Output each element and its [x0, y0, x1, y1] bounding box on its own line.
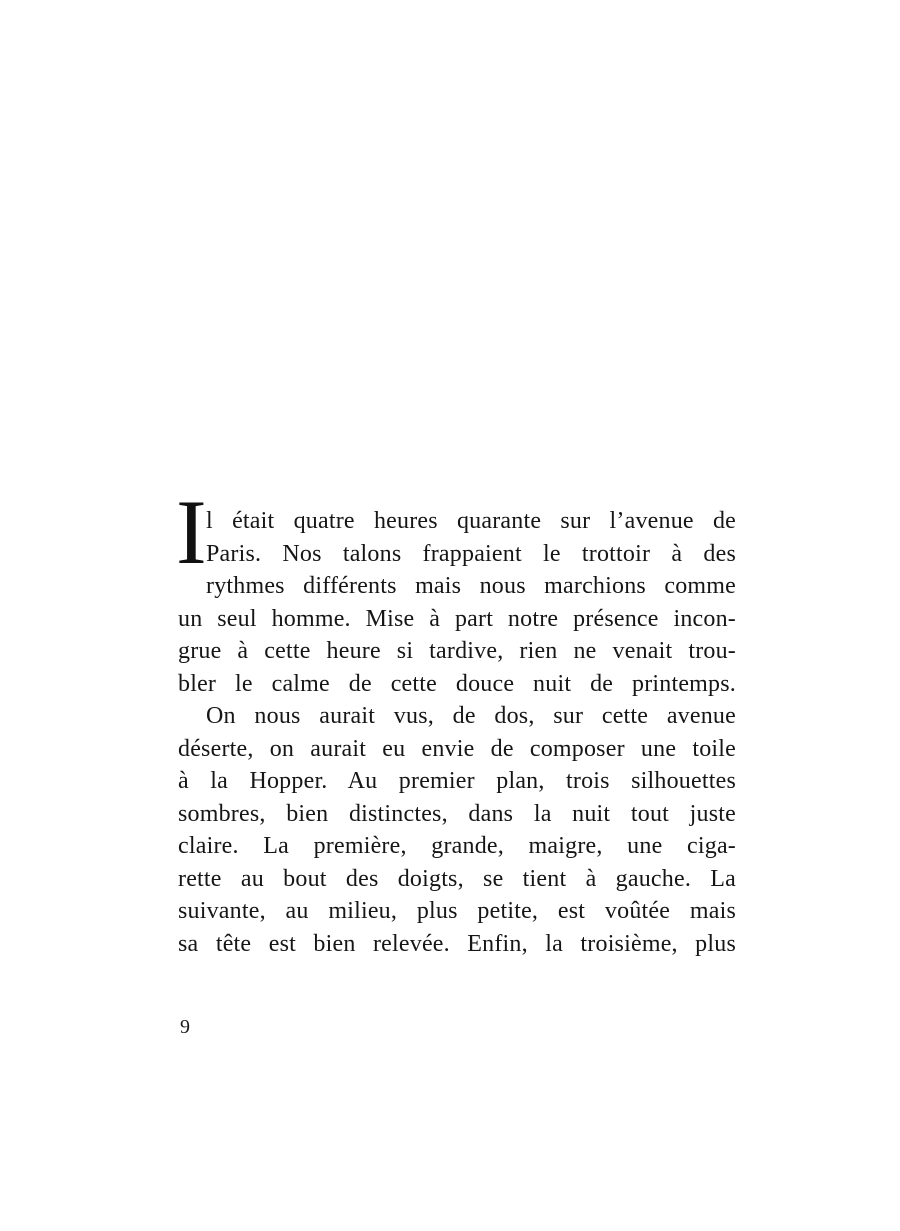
text-line: sombres, bien distinctes, dans la nuit tout juste [178, 800, 736, 827]
text-line: claire. La première, grande, maigre, une ciga- [178, 833, 736, 859]
text-line: Paris. Nos talons frappaient le trottoir à des [206, 540, 736, 567]
text-line: bler le calme de cette douce nuit de printemps. [178, 670, 736, 697]
text-line: rette au bout des doigts, se tient à gauche. La [178, 865, 736, 892]
paragraph-1 [176, 481, 736, 700]
text-line: sa tête est bien relevée. Enfin, la troisième, plus [178, 930, 736, 957]
text-line: à la Hopper. Au premier plan, trois silhouettes [178, 768, 736, 794]
text-block [176, 481, 736, 960]
text-line: déserte, on aurait eu envie de composer une toile [178, 735, 736, 762]
text-line: On nous aurait vus, de dos, sur cette avenue [206, 703, 736, 729]
page-number: 9 [180, 1016, 190, 1038]
text-line: l était quatre heures quarante sur l’avenue de [206, 508, 736, 534]
drop-cap: I [176, 481, 207, 583]
text-line: rythmes différents mais nous marchions comme [206, 573, 736, 599]
text-line: un seul homme. Mise à part notre présence incon- [178, 605, 736, 632]
text-line: suivante, au milieu, plus petite, est voûtée mais [178, 898, 736, 924]
text-line: grue à cette heure si tardive, rien ne venait trou- [178, 638, 736, 664]
paragraph-2 [178, 700, 736, 960]
